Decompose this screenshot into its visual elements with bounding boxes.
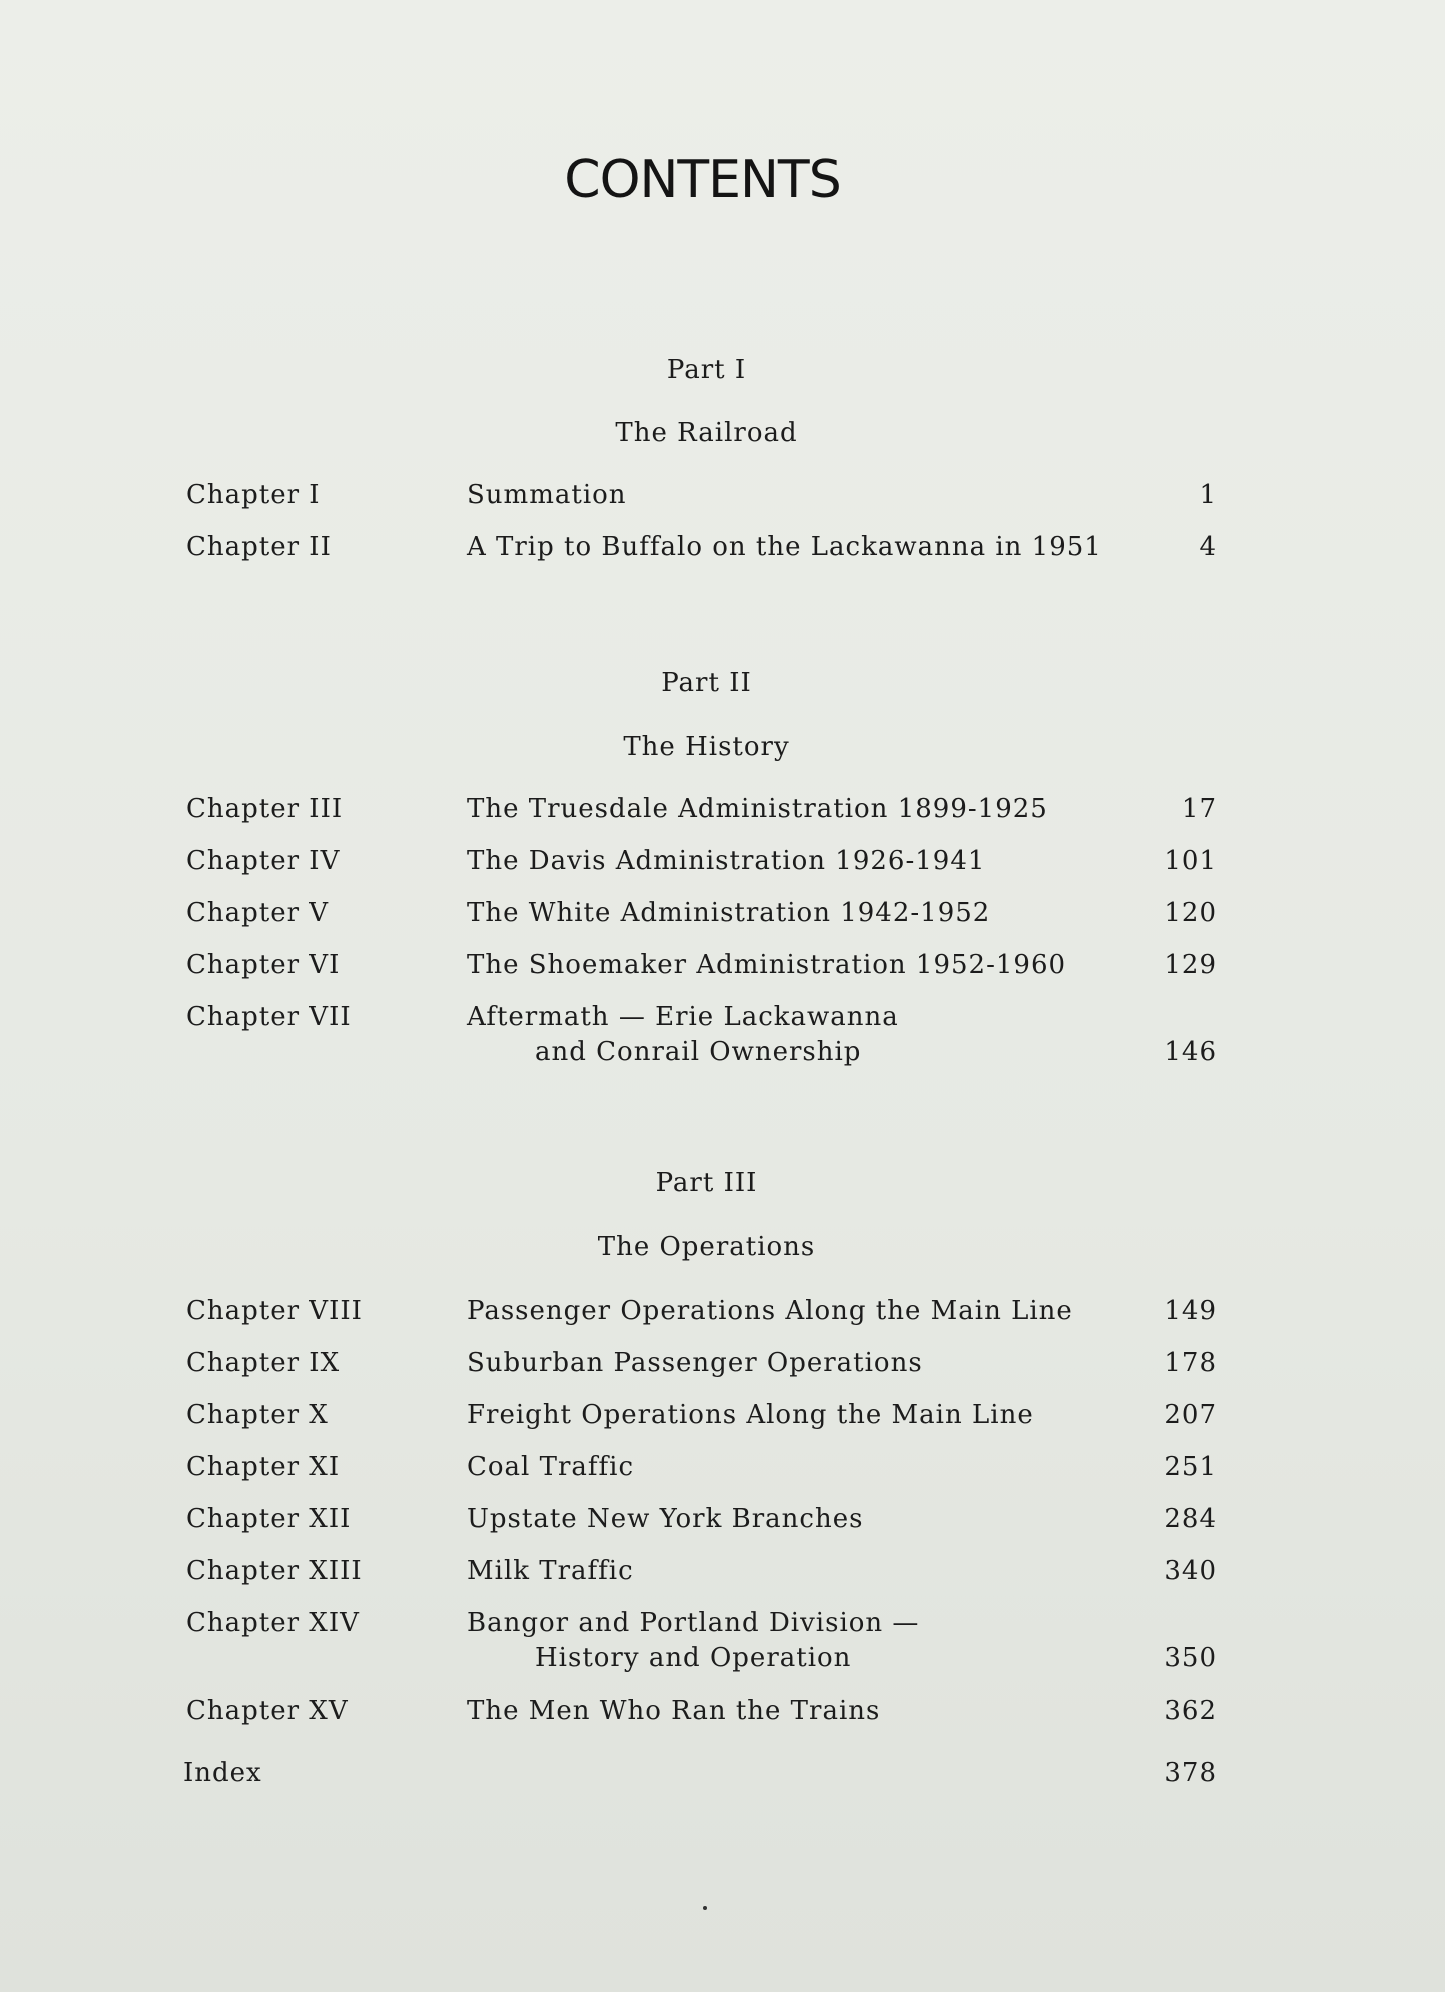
part-label: Part III bbox=[655, 1168, 758, 1198]
chapter-number: Chapter XI bbox=[186, 1452, 341, 1482]
toc-entry bbox=[0, 480, 1445, 520]
page-number: 4 bbox=[1199, 532, 1217, 562]
toc-entry-index bbox=[0, 1758, 1445, 1798]
toc-entry bbox=[0, 1556, 1445, 1596]
toc-entry bbox=[0, 1002, 1445, 1078]
part-label: Part II bbox=[661, 668, 752, 698]
chapter-title: Passenger Operations Along the Main Line bbox=[467, 1296, 1073, 1326]
chapter-number: Chapter X bbox=[186, 1400, 329, 1430]
page-number: 207 bbox=[1164, 1400, 1217, 1430]
chapter-number: Chapter I bbox=[186, 480, 321, 510]
chapter-title: Upstate New York Branches bbox=[467, 1504, 864, 1534]
page-number: 378 bbox=[1164, 1758, 1217, 1788]
toc-entry bbox=[0, 794, 1445, 834]
page-number: 1 bbox=[1199, 480, 1217, 510]
chapter-number: Chapter VIII bbox=[186, 1296, 363, 1326]
page-number: 350 bbox=[1164, 1643, 1217, 1673]
page-number: 362 bbox=[1164, 1696, 1217, 1726]
chapter-title: The White Administration 1942-1952 bbox=[467, 898, 991, 928]
chapter-title: Coal Traffic bbox=[467, 1452, 635, 1482]
toc-entry bbox=[0, 1452, 1445, 1492]
part-title: The Railroad bbox=[615, 418, 798, 448]
chapter-number: Chapter IV bbox=[186, 846, 341, 876]
chapter-number: Chapter XV bbox=[186, 1696, 349, 1726]
page-number: 284 bbox=[1164, 1504, 1217, 1534]
page-number: 120 bbox=[1164, 898, 1217, 928]
toc-entry bbox=[0, 1504, 1445, 1544]
chapter-number: Chapter XII bbox=[186, 1504, 352, 1534]
page-number: 146 bbox=[1164, 1037, 1217, 1067]
chapter-number: Chapter V bbox=[186, 898, 330, 928]
chapter-title: The Men Who Ran the Trains bbox=[467, 1696, 881, 1726]
toc-entry bbox=[0, 898, 1445, 938]
toc-entry bbox=[0, 950, 1445, 990]
chapter-title-continued: History and Operation bbox=[535, 1643, 852, 1673]
chapter-title: A Trip to Buffalo on the Lackawanna in 1951 bbox=[467, 532, 1102, 562]
chapter-number: Chapter VII bbox=[186, 1002, 352, 1032]
part-title: The Operations bbox=[597, 1232, 816, 1262]
toc-entry bbox=[0, 532, 1445, 572]
page-number: 149 bbox=[1164, 1296, 1217, 1326]
page-number: 129 bbox=[1164, 950, 1217, 980]
toc-entry bbox=[0, 1608, 1445, 1684]
chapter-number: Chapter IX bbox=[186, 1348, 341, 1378]
index-label: Index bbox=[183, 1758, 262, 1788]
page-title: CONTENTS bbox=[564, 150, 841, 210]
chapter-number: Chapter VI bbox=[186, 950, 341, 980]
page-number: 17 bbox=[1181, 794, 1217, 824]
chapter-title-continued: and Conrail Ownership bbox=[535, 1037, 862, 1067]
page-number: 178 bbox=[1164, 1348, 1217, 1378]
page-number: 340 bbox=[1164, 1556, 1217, 1586]
toc-entry bbox=[0, 846, 1445, 886]
chapter-number: Chapter III bbox=[186, 794, 344, 824]
chapter-title: Bangor and Portland Division — bbox=[467, 1608, 920, 1638]
chapter-title: The Shoemaker Administration 1952-1960 bbox=[467, 950, 1067, 980]
part-title: The History bbox=[623, 732, 790, 762]
chapter-title: Milk Traffic bbox=[467, 1556, 634, 1586]
chapter-title: Summation bbox=[467, 480, 627, 510]
page-number: 101 bbox=[1164, 846, 1217, 876]
chapter-title: Freight Operations Along the Main Line bbox=[467, 1400, 1034, 1430]
toc-entry bbox=[0, 1348, 1445, 1388]
chapter-title: The Truesdale Administration 1899-1925 bbox=[467, 794, 1048, 824]
chapter-number: Chapter XIII bbox=[186, 1556, 363, 1586]
chapter-number: Chapter II bbox=[186, 532, 332, 562]
part-label: Part I bbox=[666, 355, 747, 385]
ink-speck bbox=[703, 1906, 707, 1910]
chapter-number: Chapter XIV bbox=[186, 1608, 360, 1638]
page-number: 251 bbox=[1164, 1452, 1217, 1482]
toc-entry bbox=[0, 1296, 1445, 1336]
chapter-title: The Davis Administration 1926-1941 bbox=[467, 846, 986, 876]
toc-entry bbox=[0, 1696, 1445, 1736]
toc-entry bbox=[0, 1400, 1445, 1440]
chapter-title: Aftermath — Erie Lackawanna bbox=[467, 1002, 899, 1032]
chapter-title: Suburban Passenger Operations bbox=[467, 1348, 923, 1378]
